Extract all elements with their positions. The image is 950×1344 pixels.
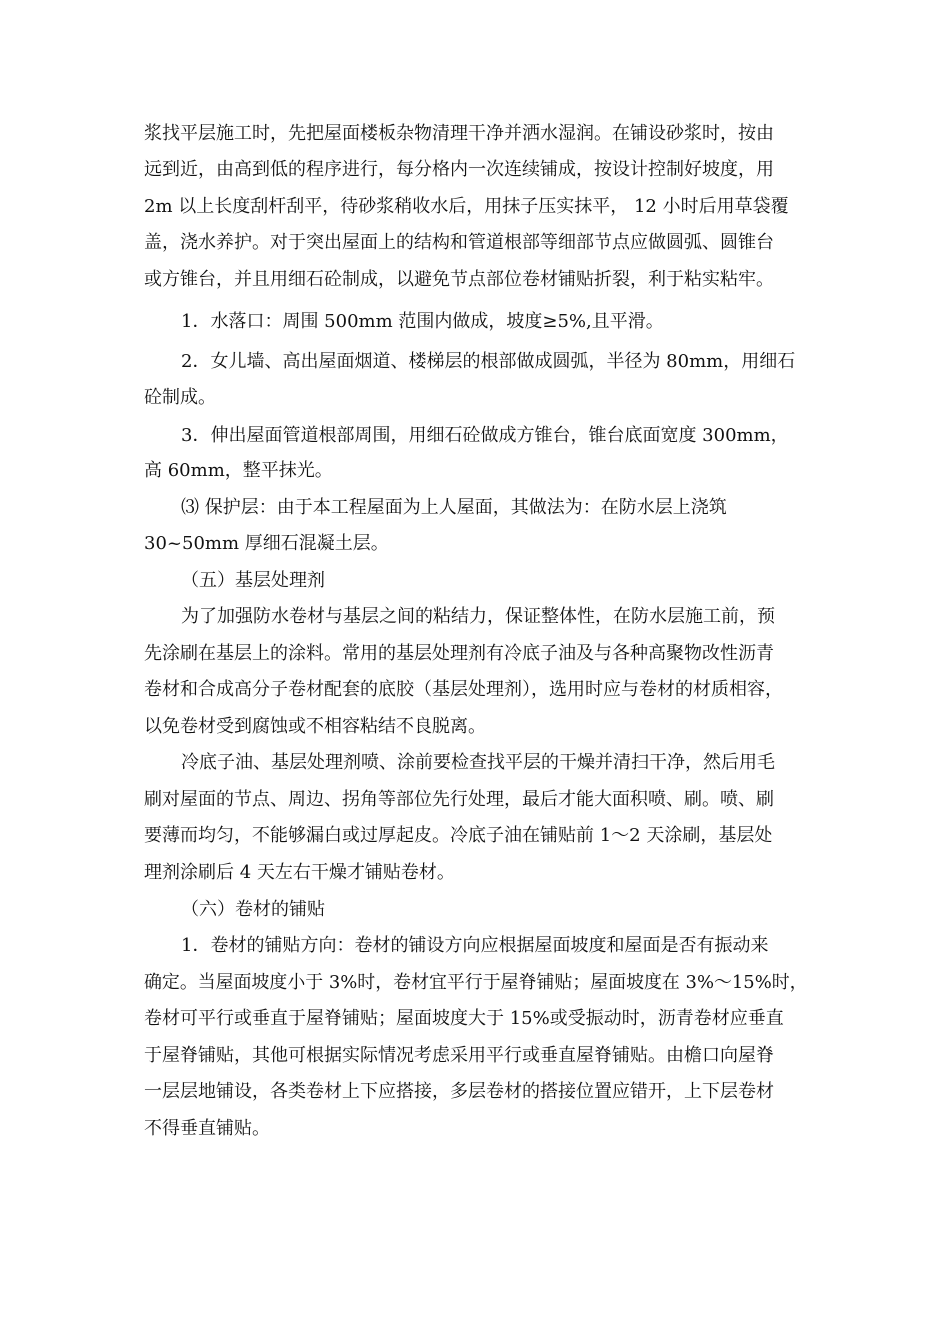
text-line: 远到近，由高到低的程序进行，每分格内一次连续铺成，按设计控制好坡度，用 [144,159,774,180]
text-line: 30~50mm 厚细石混凝土层。 [144,533,389,554]
text-line: 高 60mm，整平抹光。 [144,460,333,481]
text-line: 盖，浇水养护。对于突出屋面上的结构和管道根部等细部节点应做圆弧、圆锥台 [144,232,774,253]
text-line: 为了加强防水卷材与基层之间的粘结力，保证整体性，在防水层施工前，预 [181,606,775,627]
section-heading: （五）基层处理剂 [181,570,325,591]
text-line: 卷材可平行或垂直于屋脊铺贴；屋面坡度大于 15%或受振动时，沥青卷材应垂直 [144,1008,784,1029]
text-line: 确定。当屋面坡度小于 3%时，卷材宜平行于屋脊铺贴；屋面坡度在 3%～15%时， [144,972,808,993]
text-line: 1．卷材的铺贴方向：卷材的铺设方向应根据屋面坡度和屋面是否有振动来 [181,935,769,956]
text-line: 1．水落口：周围 500mm 范围内做成，坡度≥5%,且平滑。 [181,311,664,332]
text-line: 要薄而均匀，不能够漏白或过厚起皮。冷底子油在铺贴前 1～2 天涂刷，基层处 [144,825,773,846]
text-line: 冷底子油、基层处理剂喷、涂前要检查找平层的干燥并清扫干净，然后用毛 [181,752,775,773]
text-line: 2m 以上长度刮杆刮平，待砂浆稍收水后，用抹子压实抹平， 12 小时后用草袋覆 [144,196,789,217]
text-line: 或方锥台，并且用细石砼制成，以避免节点部位卷材铺贴折裂，利于粘实粘牢。 [144,269,774,290]
text-line: 浆找平层施工时，先把屋面楼板杂物清理干净并洒水湿润。在铺设砂浆时，按由 [144,123,774,144]
text-line: 卷材和合成高分子卷材配套的底胶（基层处理剂），选用时应与卷材的材质相容， [144,679,783,700]
text-line: 于屋脊铺贴，其他可根据实际情况考虑采用平行或垂直屋脊铺贴。由檐口向屋脊 [144,1045,774,1066]
text-line: 3．伸出屋面管道根部周围，用细石砼做成方锥台，锥台底面宽度 300mm， [181,425,789,446]
text-line: 理剂涂刷后 4 天左右干燥才铺贴卷材。 [144,862,455,883]
text-line: 一层层地铺设，各类卷材上下应搭接，多层卷材的搭接位置应错开，上下层卷材 [144,1081,774,1102]
section-heading: （六）卷材的铺贴 [181,899,325,920]
text-line: 刷对屋面的节点、周边、拐角等部位先行处理，最后才能大面积喷、刷。喷、刷 [144,789,774,810]
text-line: 不得垂直铺贴。 [144,1118,270,1139]
text-line: 2．女儿墙、高出屋面烟道、楼梯层的根部做成圆弧，半径为 80mm，用细石 [181,351,796,372]
text-line: 先涂刷在基层上的涂料。常用的基层处理剂有冷底子油及与各种高聚物改性沥青 [144,643,774,664]
text-line: 砼制成。 [144,387,216,408]
text-line: ⑶ 保护层：由于本工程屋面为上人屋面，其做法为：在防水层上浇筑 [181,497,727,518]
text-line: 以免卷材受到腐蚀或不相容粘结不良脱离。 [144,716,486,737]
